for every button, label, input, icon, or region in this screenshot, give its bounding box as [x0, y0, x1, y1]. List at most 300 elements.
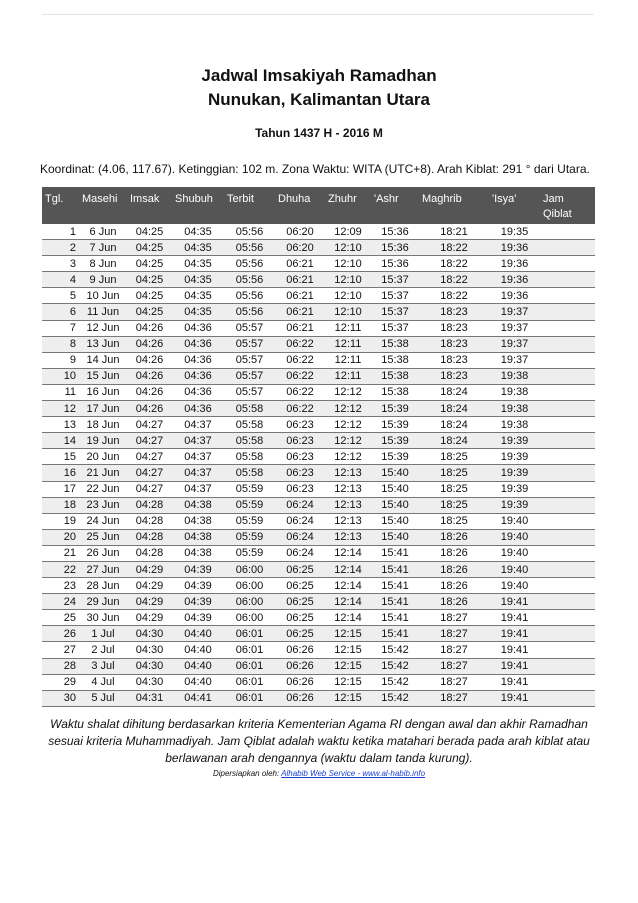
table-cell: 1: [42, 224, 79, 240]
prayer-schedule-table: [42, 187, 595, 707]
table-cell: 06:26: [275, 642, 325, 658]
table-cell: 05:56: [224, 272, 275, 288]
table-cell: 12:10: [325, 256, 371, 272]
table-row: [42, 674, 595, 690]
table-cell: 15:40: [371, 481, 419, 497]
table-cell: 26: [42, 626, 79, 642]
table-cell: 12:12: [325, 433, 371, 449]
column-header: Jam Qiblat: [540, 187, 595, 224]
table-cell: 26 Jun: [79, 545, 127, 561]
table-cell: 19:39: [489, 497, 540, 513]
table-cell: 16 Jun: [79, 384, 127, 400]
table-cell: 04:28: [127, 497, 172, 513]
table-cell: [540, 465, 595, 481]
table-cell: [540, 256, 595, 272]
table-cell: 5: [42, 288, 79, 304]
table-cell: 19:39: [489, 481, 540, 497]
table-row: [42, 352, 595, 368]
table-cell: 04:41: [172, 690, 224, 706]
table-cell: 06:26: [275, 674, 325, 690]
table-cell: 18:27: [419, 674, 489, 690]
table-cell: 04:29: [127, 561, 172, 577]
table-cell: 6: [42, 304, 79, 320]
table-cell: 18:25: [419, 449, 489, 465]
table-cell: 06:21: [275, 256, 325, 272]
table-cell: 19:40: [489, 529, 540, 545]
table-cell: 06:21: [275, 272, 325, 288]
table-cell: 15:39: [371, 401, 419, 417]
table-cell: 12:15: [325, 626, 371, 642]
table-cell: 05:59: [224, 529, 275, 545]
table-row: [42, 240, 595, 256]
table-row: [42, 642, 595, 658]
table-cell: 04:39: [172, 578, 224, 594]
table-row: [42, 272, 595, 288]
table-cell: 04:26: [127, 336, 172, 352]
table-cell: [540, 401, 595, 417]
table-cell: 28: [42, 658, 79, 674]
table-cell: 06:01: [224, 658, 275, 674]
table-cell: 06:24: [275, 529, 325, 545]
table-cell: 12: [42, 401, 79, 417]
table-cell: 18:22: [419, 272, 489, 288]
table-cell: 19:39: [489, 433, 540, 449]
table-cell: 05:56: [224, 288, 275, 304]
table-cell: 18:23: [419, 352, 489, 368]
table-cell: 04:37: [172, 481, 224, 497]
coordinates-info: Koordinat: (4.06, 117.67). Ketinggian: 102 m. Zona Waktu: WITA (UTC+8). Arah Kiblat: 291 ° dari Utara.: [40, 162, 590, 176]
table-cell: 04:25: [127, 224, 172, 240]
table-cell: 04:28: [127, 513, 172, 529]
table-row: [42, 529, 595, 545]
table-cell: 12:12: [325, 401, 371, 417]
table-cell: 27 Jun: [79, 561, 127, 577]
table-cell: 19:36: [489, 256, 540, 272]
table-cell: 12:15: [325, 642, 371, 658]
column-header: Terbit: [224, 187, 275, 224]
table-cell: 12:11: [325, 336, 371, 352]
table-cell: 12:15: [325, 690, 371, 706]
table-cell: 04:30: [127, 674, 172, 690]
table-cell: 06:01: [224, 674, 275, 690]
table-cell: 04:25: [127, 272, 172, 288]
credit-link[interactable]: Alhabib Web Service - www.al-habib.info: [281, 769, 426, 778]
table-cell: 12:10: [325, 272, 371, 288]
table-cell: 19:39: [489, 465, 540, 481]
table-cell: 06:23: [275, 433, 325, 449]
table-row: [42, 465, 595, 481]
table-cell: [540, 497, 595, 513]
table-cell: 04:37: [172, 465, 224, 481]
table-cell: 17: [42, 481, 79, 497]
table-cell: 19:36: [489, 240, 540, 256]
table-cell: 05:58: [224, 417, 275, 433]
table-cell: 04:36: [172, 368, 224, 384]
table-cell: 06:00: [224, 578, 275, 594]
table-cell: 04:40: [172, 626, 224, 642]
table-cell: 2: [42, 240, 79, 256]
table-cell: 05:56: [224, 304, 275, 320]
table-cell: 05:59: [224, 497, 275, 513]
table-row: [42, 545, 595, 561]
table-cell: 04:38: [172, 545, 224, 561]
table-cell: 12:10: [325, 240, 371, 256]
table-cell: 04:36: [172, 352, 224, 368]
table-cell: 20 Jun: [79, 449, 127, 465]
table-row: [42, 578, 595, 594]
table-cell: 06:26: [275, 658, 325, 674]
table-cell: [540, 224, 595, 240]
table-cell: 23 Jun: [79, 497, 127, 513]
table-cell: 11 Jun: [79, 304, 127, 320]
table-cell: 14: [42, 433, 79, 449]
table-cell: [540, 304, 595, 320]
table-cell: 29 Jun: [79, 594, 127, 610]
table-cell: 04:40: [172, 658, 224, 674]
table-cell: 9 Jun: [79, 272, 127, 288]
table-cell: 19:36: [489, 272, 540, 288]
table-cell: 28 Jun: [79, 578, 127, 594]
table-cell: 24: [42, 594, 79, 610]
table-cell: 19:36: [489, 288, 540, 304]
table-cell: 18:27: [419, 658, 489, 674]
column-header: 'Isya': [489, 187, 540, 224]
table-cell: 18:25: [419, 513, 489, 529]
table-cell: [540, 433, 595, 449]
table-cell: 05:58: [224, 449, 275, 465]
table-cell: 12:10: [325, 304, 371, 320]
table-cell: 04:35: [172, 272, 224, 288]
location-title: Nunukan, Kalimantan Utara: [208, 90, 430, 109]
table-cell: 19:41: [489, 642, 540, 658]
table-cell: 15:40: [371, 513, 419, 529]
table-row: [42, 658, 595, 674]
table-cell: 18:23: [419, 320, 489, 336]
table-cell: 06:00: [224, 561, 275, 577]
table-cell: 18:24: [419, 384, 489, 400]
table-cell: 15:40: [371, 465, 419, 481]
table-cell: 06:21: [275, 304, 325, 320]
table-cell: 19:41: [489, 690, 540, 706]
table-cell: 15:37: [371, 288, 419, 304]
table-cell: 12:12: [325, 384, 371, 400]
column-header: Tgl.: [42, 187, 79, 224]
table-cell: 04:35: [172, 240, 224, 256]
table-cell: 12:15: [325, 658, 371, 674]
table-row: [42, 481, 595, 497]
table-cell: 18:26: [419, 578, 489, 594]
table-cell: 15:38: [371, 368, 419, 384]
table-cell: 18:22: [419, 240, 489, 256]
table-cell: 12:13: [325, 465, 371, 481]
table-cell: 25: [42, 610, 79, 626]
table-cell: 05:58: [224, 433, 275, 449]
table-cell: 18:22: [419, 288, 489, 304]
table-cell: 13: [42, 417, 79, 433]
table-cell: 18:23: [419, 368, 489, 384]
table-cell: 7: [42, 320, 79, 336]
table-cell: 06:22: [275, 384, 325, 400]
table-cell: 19:41: [489, 674, 540, 690]
table-cell: 12:13: [325, 481, 371, 497]
table-cell: 15:41: [371, 545, 419, 561]
column-header: Dhuha: [275, 187, 325, 224]
table-cell: 8 Jun: [79, 256, 127, 272]
table-cell: 04:36: [172, 320, 224, 336]
table-cell: 15:38: [371, 336, 419, 352]
table-row: [42, 288, 595, 304]
table-cell: 04:40: [172, 674, 224, 690]
table-cell: 06:25: [275, 561, 325, 577]
table-cell: 05:59: [224, 513, 275, 529]
table-cell: 22 Jun: [79, 481, 127, 497]
table-cell: 04:38: [172, 513, 224, 529]
table-cell: [540, 578, 595, 594]
table-cell: 15:38: [371, 352, 419, 368]
table-cell: 19:40: [489, 578, 540, 594]
table-cell: 15:39: [371, 433, 419, 449]
table-cell: 18:25: [419, 497, 489, 513]
table-cell: 19:41: [489, 594, 540, 610]
table-cell: 24 Jun: [79, 513, 127, 529]
table-cell: 18:23: [419, 304, 489, 320]
table-cell: 04:27: [127, 449, 172, 465]
table-cell: 04:38: [172, 497, 224, 513]
table-cell: 04:37: [172, 417, 224, 433]
table-cell: 05:57: [224, 352, 275, 368]
table-cell: 05:56: [224, 256, 275, 272]
table-cell: 21: [42, 545, 79, 561]
table-cell: 04:28: [127, 529, 172, 545]
table-cell: 06:25: [275, 626, 325, 642]
table-cell: [540, 513, 595, 529]
table-cell: 22: [42, 561, 79, 577]
table-cell: 19:37: [489, 304, 540, 320]
table-row: [42, 401, 595, 417]
table-cell: [540, 594, 595, 610]
table-cell: 04:25: [127, 288, 172, 304]
table-cell: 06:22: [275, 336, 325, 352]
table-cell: 06:20: [275, 240, 325, 256]
table-cell: 19:38: [489, 401, 540, 417]
table-cell: 18:27: [419, 690, 489, 706]
table-cell: 12:13: [325, 529, 371, 545]
table-cell: 19:37: [489, 336, 540, 352]
table-cell: 18:24: [419, 417, 489, 433]
table-cell: 04:29: [127, 578, 172, 594]
table-cell: 12:13: [325, 497, 371, 513]
table-cell: 06:00: [224, 594, 275, 610]
table-cell: 06:24: [275, 497, 325, 513]
table-cell: 18 Jun: [79, 417, 127, 433]
table-cell: 19:40: [489, 561, 540, 577]
table-cell: 04:25: [127, 240, 172, 256]
table-cell: 15 Jun: [79, 368, 127, 384]
table-cell: 15:39: [371, 417, 419, 433]
table-cell: 19:41: [489, 610, 540, 626]
table-cell: 06:22: [275, 368, 325, 384]
table-cell: 15:37: [371, 320, 419, 336]
table-cell: 15:41: [371, 610, 419, 626]
table-cell: 7 Jun: [79, 240, 127, 256]
table-cell: 18:27: [419, 642, 489, 658]
table-cell: 15:42: [371, 690, 419, 706]
table-cell: 19:37: [489, 352, 540, 368]
table-cell: 04:35: [172, 288, 224, 304]
table-cell: 06:22: [275, 352, 325, 368]
table-cell: [540, 610, 595, 626]
table-cell: 06:00: [224, 610, 275, 626]
table-cell: 30: [42, 690, 79, 706]
top-divider: [42, 14, 594, 15]
table-cell: 04:36: [172, 336, 224, 352]
table-cell: 05:57: [224, 336, 275, 352]
table-cell: 04:26: [127, 320, 172, 336]
table-cell: 04:38: [172, 529, 224, 545]
table-cell: 18:26: [419, 545, 489, 561]
table-cell: [540, 336, 595, 352]
table-header-row: [42, 187, 595, 224]
table-cell: 1 Jul: [79, 626, 127, 642]
table-cell: 06:25: [275, 578, 325, 594]
table-cell: 12:14: [325, 561, 371, 577]
table-cell: 04:29: [127, 594, 172, 610]
table-row: [42, 304, 595, 320]
table-cell: 21 Jun: [79, 465, 127, 481]
table-cell: 04:39: [172, 594, 224, 610]
table-cell: 15:40: [371, 529, 419, 545]
table-cell: 04:36: [172, 401, 224, 417]
table-cell: 18:27: [419, 610, 489, 626]
table-cell: 18:27: [419, 626, 489, 642]
table-row: [42, 610, 595, 626]
table-cell: 19:38: [489, 417, 540, 433]
table-cell: [540, 417, 595, 433]
table-cell: 27: [42, 642, 79, 658]
table-cell: 04:39: [172, 561, 224, 577]
table-cell: 18:25: [419, 481, 489, 497]
table-cell: 18: [42, 497, 79, 513]
table-cell: 19:35: [489, 224, 540, 240]
table-cell: 04:36: [172, 384, 224, 400]
table-cell: 06:23: [275, 417, 325, 433]
table-cell: 19:40: [489, 513, 540, 529]
column-header: Masehi: [79, 187, 127, 224]
table-cell: 5 Jul: [79, 690, 127, 706]
table-cell: 2 Jul: [79, 642, 127, 658]
table-cell: 15:42: [371, 658, 419, 674]
table-cell: 6 Jun: [79, 224, 127, 240]
table-cell: 04:39: [172, 610, 224, 626]
table-cell: 06:01: [224, 626, 275, 642]
table-cell: 05:58: [224, 401, 275, 417]
table-cell: 30 Jun: [79, 610, 127, 626]
footer-note: Waktu shalat dihitung berdasarkan kriteria Kementerian Agama RI dengan awal dan akhir Ramadhan sesuai kriteria Muhammadiyah. Jam Qiblat adalah waktu ketika matahari berada pada arah kiblat atau berlawanan arah dengannya (waktu dalam tanda kurung).: [48, 717, 590, 765]
table-cell: 15:36: [371, 240, 419, 256]
table-cell: 06:21: [275, 288, 325, 304]
table-row: [42, 626, 595, 642]
table-cell: 15:39: [371, 449, 419, 465]
table-cell: 16: [42, 465, 79, 481]
table-cell: 12:11: [325, 368, 371, 384]
table-cell: 15:37: [371, 304, 419, 320]
table-cell: [540, 272, 595, 288]
table-cell: 17 Jun: [79, 401, 127, 417]
table-cell: 04:30: [127, 626, 172, 642]
table-row: [42, 336, 595, 352]
table-cell: 19:40: [489, 545, 540, 561]
table-cell: [540, 481, 595, 497]
table-cell: 04:27: [127, 433, 172, 449]
table-cell: 06:20: [275, 224, 325, 240]
table-cell: 06:25: [275, 610, 325, 626]
table-cell: 18:22: [419, 256, 489, 272]
table-cell: 15:38: [371, 384, 419, 400]
table-cell: 3: [42, 256, 79, 272]
table-cell: 06:25: [275, 594, 325, 610]
table-cell: 06:24: [275, 545, 325, 561]
table-row: [42, 497, 595, 513]
table-cell: 15:40: [371, 497, 419, 513]
table-cell: 9: [42, 352, 79, 368]
table-cell: [540, 449, 595, 465]
table-cell: 19:37: [489, 320, 540, 336]
table-cell: 04:37: [172, 449, 224, 465]
table-cell: 15:41: [371, 626, 419, 642]
table-cell: 18:25: [419, 465, 489, 481]
table-cell: 4 Jul: [79, 674, 127, 690]
table-cell: 15:41: [371, 561, 419, 577]
table-row: [42, 513, 595, 529]
table-cell: 04:26: [127, 368, 172, 384]
table-cell: 18:23: [419, 336, 489, 352]
page-title: Jadwal Imsakiyah Ramadhan: [201, 66, 437, 85]
table-cell: 15:42: [371, 674, 419, 690]
table-body: [42, 224, 595, 706]
table-cell: [540, 288, 595, 304]
table-cell: 18:26: [419, 561, 489, 577]
table-row: [42, 449, 595, 465]
table-cell: 05:59: [224, 545, 275, 561]
table-cell: 04:26: [127, 384, 172, 400]
table-cell: 04:27: [127, 465, 172, 481]
table-cell: 04:26: [127, 352, 172, 368]
table-cell: 15:37: [371, 272, 419, 288]
table-cell: 3 Jul: [79, 658, 127, 674]
table-cell: 10: [42, 368, 79, 384]
table-cell: 04:37: [172, 433, 224, 449]
column-header: Imsak: [127, 187, 172, 224]
table-cell: 05:57: [224, 368, 275, 384]
table-cell: 12:11: [325, 352, 371, 368]
table-cell: 06:23: [275, 465, 325, 481]
table-cell: 19:41: [489, 626, 540, 642]
table-row: [42, 433, 595, 449]
table-cell: 06:23: [275, 481, 325, 497]
table-cell: 18:24: [419, 401, 489, 417]
table-cell: 15:41: [371, 578, 419, 594]
table-cell: 19:38: [489, 368, 540, 384]
table-row: [42, 561, 595, 577]
column-header: Shubuh: [172, 187, 224, 224]
credit-line: [0, 769, 638, 778]
table-cell: 05:56: [224, 224, 275, 240]
table-cell: 06:21: [275, 320, 325, 336]
column-header: 'Ashr: [371, 187, 419, 224]
table-cell: [540, 674, 595, 690]
table-cell: 04:25: [127, 256, 172, 272]
table-cell: 12:12: [325, 449, 371, 465]
